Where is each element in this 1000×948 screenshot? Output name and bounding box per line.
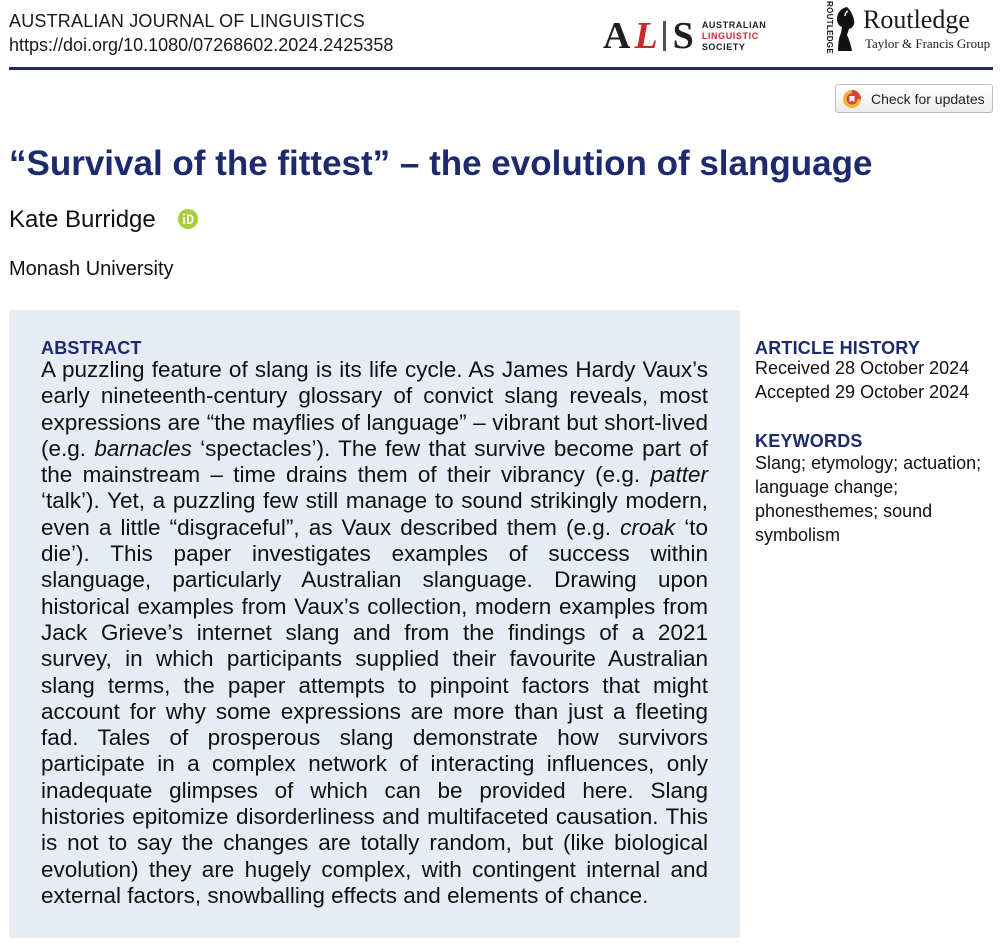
als-word-australian: AUSTRALIAN: [701, 19, 767, 30]
abstract-term-barnacles: barnacles: [94, 435, 192, 461]
journal-name: AUSTRALIAN JOURNAL OF LINGUISTICS: [9, 11, 365, 31]
check-for-updates-icon: [842, 89, 862, 109]
check-for-updates-button[interactable]: [835, 84, 993, 113]
affiliation: Monash University: [9, 258, 174, 280]
article-title: “Survival of the fittest” – the evolution of slanguage: [9, 144, 873, 183]
header-rule: [9, 67, 993, 70]
doi-link[interactable]: https://doi.org/10.1080/07268602.2024.2425358: [9, 35, 394, 55]
routledge-subtitle: Taylor & Francis Group: [865, 36, 991, 51]
als-word-linguistic: LINGUISTIC: [701, 30, 759, 41]
abstract-term-croak: croak: [620, 514, 676, 540]
check-for-updates-label: Check for updates: [871, 90, 985, 107]
accepted-date: Accepted 29 October 2024: [755, 382, 970, 402]
abstract-text: A puzzling feature of slang is its life cycle. As James Hardy Vaux’s early nineteenth-century glossary of convict slang reveals, most expressions are “the mayflies of language” – vibrant but short-lived (e.g. barnacles ‘spectacles’). The few that survive become part of the mainstream – time drains them of their vibrancy (e.g. patter ‘talk’). Yet, a puzzling few still manage to sound strikingly modern, even a little “disgraceful”, as Vaux described them (e.g. croak ‘to die’). This paper investigates examples of success within slanguage, particularly Australian slanguage. Drawing upon historical examples from Vaux’s collection, modern examples from Jack Grieve’s internet slang and from the findings of a 2021 survey, in which participants supplied their favourite Australian slang terms, the paper attempts to pinpoint factors that might account for why some expressions are more than just a fleeting fad. Tales of prosperous slang demonstrate how survivors participate in a complex network of interacting influences, only inadequate glimpses of which can be provided here. Slang histories epitomize disorderliness and multifaceted causation. This is not to say the changes are totally random, but (like biological evolution) they are hugely complex, with contingent internal and external factors, snowballing effects and elements of chance.: [41, 357, 709, 908]
keywords-heading: KEYWORDS: [755, 431, 863, 451]
keywords-list: Slang; etymology; actuation; language change; phonesthemes; sound symbolism: [755, 453, 982, 545]
als-divider: [663, 21, 666, 51]
als-word-society: SOCIETY: [701, 41, 746, 52]
als-letter-l: L: [634, 15, 658, 57]
abstract-heading: ABSTRACT: [41, 338, 142, 358]
als-letter-s: S: [672, 15, 694, 57]
abstract-term-patter: patter: [650, 462, 708, 488]
author-name[interactable]: Kate Burridge: [9, 206, 156, 233]
routledge-name: Routledge: [863, 5, 970, 34]
routledge-horse-icon: [834, 5, 856, 53]
orcid-icon[interactable]: [178, 209, 198, 229]
routledge-vertical-text: ROUTLEDGE: [824, 1, 834, 54]
article-history-heading: ARTICLE HISTORY: [755, 338, 921, 358]
als-logo: [603, 16, 766, 56]
als-letter-a: A: [603, 15, 631, 57]
received-date: Received 28 October 2024: [755, 358, 970, 378]
